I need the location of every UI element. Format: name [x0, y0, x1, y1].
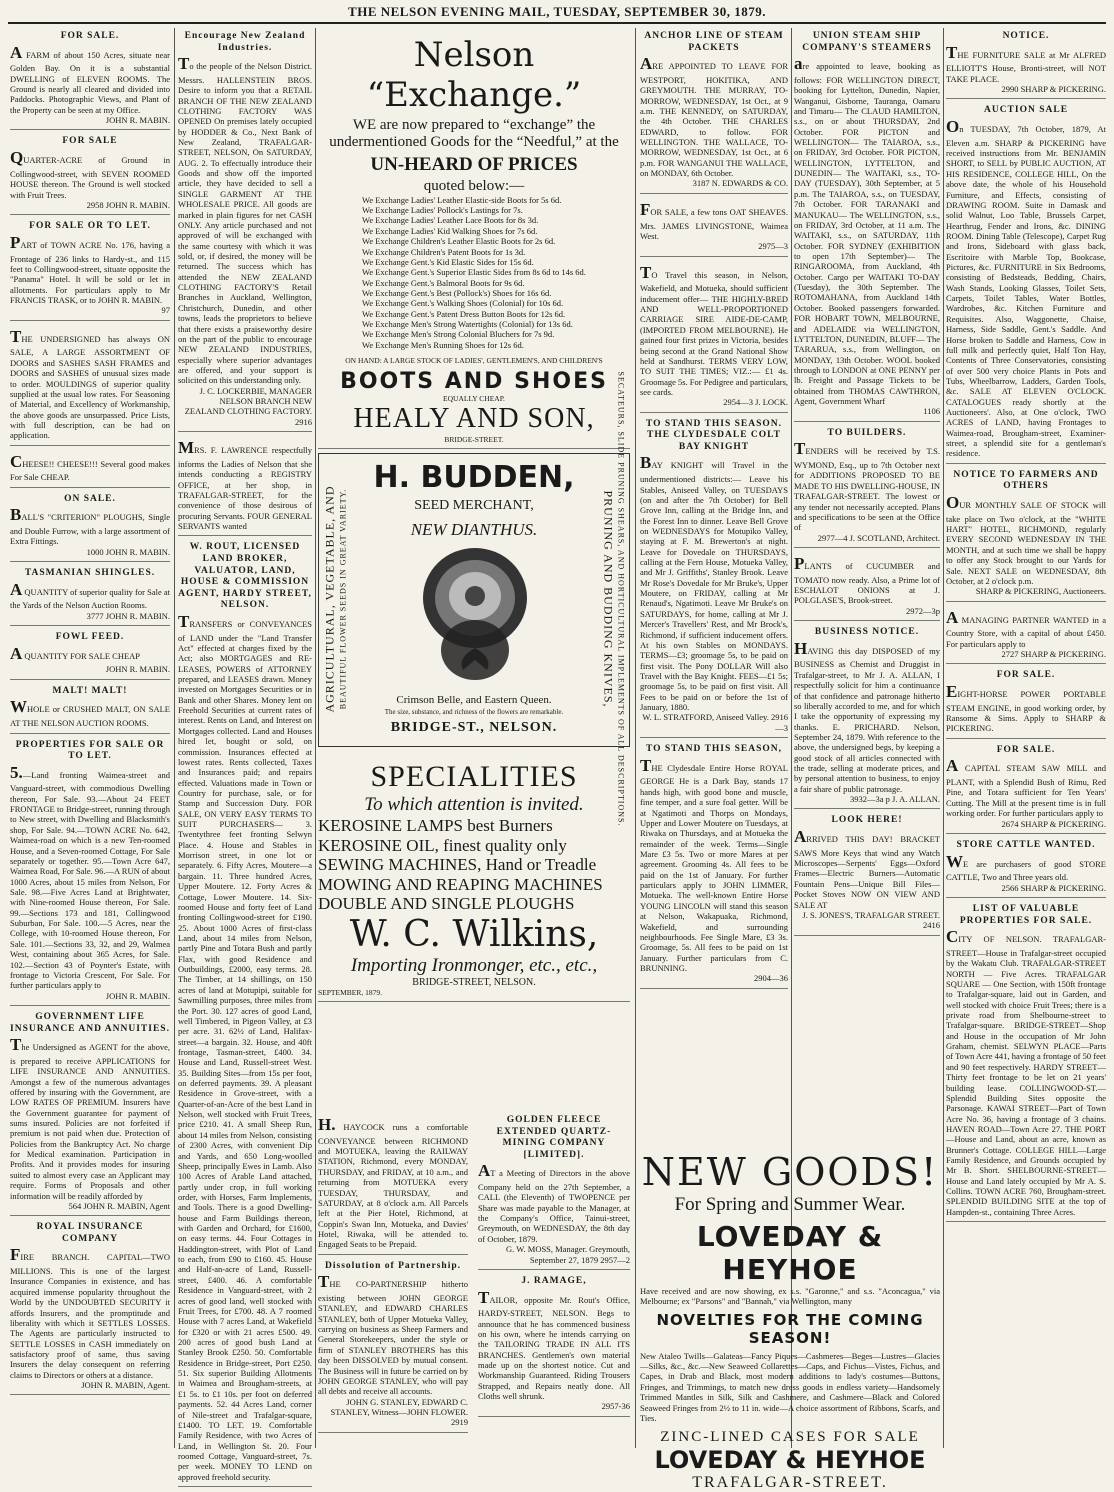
- classified-ad: [10, 491, 170, 562]
- classified-ad: [946, 467, 1106, 602]
- ad-heading: NOTICE TO FARMERS AND OTHERS: [953, 469, 1099, 492]
- column-4: [640, 28, 788, 1144]
- classified-ad: [946, 605, 1106, 665]
- ad-body: To the people of the Nelson District. Messrs. HALLENSTEIN BROS. Desire to inform you that a RETAIL BRANCH OF THE NEW ZEALAND CLOTHING FACTORY WAS OPENED On premises lately occupied by HODDER & Co., Next Bank of New Zealand, TRAFALGAR-STREET, NELSON, On SATURDAY, AUG. 2. To effectually introduce their Goods and show off the imported article, they have decided to sell a SINGLE GARMENT AT THE WHOLESALE PRICE. All goods are marked in plain figures for net CASH ONLY. Any article purchased and not approved of will be exchanged with the same courtesy with which it was sold, or, if desired, the money will be returned. The success which has attended the NEW ZEALAND CLOTHING FACTORY'S Retail Branches in Auckland, Wellington, Christchurch, Dunedin, and other towns, leads the proprietors to believe that there exists a praiseworthy desire on the part of the public to encourage NEW ZEALAND INDUSTRIES, especially where superior advantages are offered, and your support is solicited on this understanding only.: [178, 54, 312, 386]
- wilkins-line: DOUBLE AND SINGLE PLOUGHS: [318, 894, 575, 914]
- classified-ad: [794, 28, 940, 422]
- new-goods-received: Have received and are now showing, ex s.s. "Garonne," and s.s. "Aconcagua," via Melbourne; ex "Parsons" and "Bannah," via Wellington, many: [640, 1286, 940, 1307]
- exchange-item: We Exchange Gent.'s Best (Pollock's) Shoes for 16s 6d.: [362, 287, 552, 298]
- top-rule: [8, 22, 1106, 24]
- exchange-title: Nelson “Exchange.”: [366, 35, 582, 115]
- new-goods-firm-2: LOVEDAY & HEYHOE: [654, 1446, 926, 1475]
- ad-body: CITY OF NELSON. TRAFALGAR-STREET—House in Trafalgar-street occupied by the Wakatu Club. TRAFALGAR-STREET NORTH — Five Acres. TRAFALGAR SQUARE — One Section, with 150ft frontage to Trafalgar-square, laid out in Garden, and well stocked with choice Fruit Trees; there is a private road from Shelbourne-street to Trafalgar-square. BRIDGE-STREET—Shop and House in the occupation of Mr John Graham, chemist. SELWYN PLACE—Parts of Town Acre 441, having a frontage of 50 feet and 90 feet respectively. HARDY STREET—Thirty feet frontage to be let on 21 years' building lease. COLLINGWOOD-ST.—Splendid Building Sites opposite the Parsonage. KAWAI STREET—Part of Town Acre No. 36, having a frontage of 3 chains. HAVEN ROAD—Town Acre 27. THE PORT—House and Land, about an acre, known as Brunner's Cottage. COLLEGE HILL—Large Family Residence, and Grounds occupied by Mr B. Short. SHELBOURNE-STREET—House and Land lately occupied by Mr A. S. Collins. TOWN ACRE 760, Brougham-street. SPLENDID BUILDING SITE at the top of Hampden-st., containing Three Acres.: [946, 927, 1106, 1217]
- ad-signature: 2958 JOHN R. MABIN.: [86, 199, 170, 210]
- ad-body: FOR SALE, a few tons OAT SHEAVES. Mrs. JAMES LIVINGSTONE, Waimea West.: [640, 199, 788, 241]
- exchange-item: We Exchange Children's Patent Boots for 1s 3d.: [362, 246, 526, 257]
- wilkins-line: MOWING AND REAPING MACHINES: [318, 874, 603, 894]
- classified-ad: [478, 1112, 630, 1270]
- classified-ad: [10, 449, 170, 488]
- ad-heading: GOVERNMENT LIFE INSURANCE AND ANNUITIES.: [10, 1011, 170, 1034]
- exchange-item: We Exchange Men's Running Shoes for 12s 6d.: [362, 339, 524, 350]
- budden-right-2: SECATEURS, SLIDE PRUNING SHEARS, AND HORTICULTURAL IMPLEMENTS OF ALL DESCRIPTIONS.: [616, 371, 626, 827]
- classified-ad: [640, 741, 788, 989]
- budden-right-band: [599, 371, 627, 827]
- ad-body: THE UNDERSIGNED has always ON SALE, A LARGE ASSORTMENT OF DOORS and SASHES SASH FRAMES and DOORS and SASHES of unusual sizes made to order. MOULDINGS of superior quality supplied at the usual low rates. For Seasoning of Material, and Excellency of Workmanship, the above goods are unsurpassed. Price Lists, with full description, can be had on application.: [10, 326, 170, 441]
- column-rule: [315, 28, 316, 1448]
- exchange-item: We Exchange Ladies' Leather Lace Boots for 8s 3d.: [362, 215, 539, 226]
- exchange-item: We Exchange Children's Leather Elastic Boots for 2s 6d.: [362, 236, 556, 247]
- ad-body: OUR MONTHLY SALE OF STOCK will take place on Two o'clock, at the "WHITE HART" HOTEL, RICHMOND, regularly EVERY SECOND WEDNESDAY IN THE MONTH, and at such time we shall be happy to offer any Stock brought to our Yards for Sale. NEXT SALE on WEDNESDAY, 8th October, at 2 o'clock p.m.: [946, 493, 1106, 586]
- classified-ad: [946, 742, 1106, 834]
- new-goods-title: NEW GOODS!: [641, 1150, 939, 1194]
- ad-body: THE FURNITURE SALE at Mr ALFRED ELLIOTT'S House, Bronti-street, will NOT TAKE PLACE.: [946, 42, 1106, 84]
- exchange-list: [318, 195, 630, 350]
- column-rule: [635, 28, 636, 1448]
- ad-body: The Undersigned as AGENT for the above, is prepared to receive APPLICATIONS for LIFE INSURANCE AND ANNUITIES. Amongst a few of the numerous advantages offered by insuring with the Government, are LOW RATES OF PREMIUM. Insurers have the Government guarantee for payment of sums insured. Policies are not forfeited if premium is not paid when due. Protection of Policies from the Bankruptcy Act. No charge for Medical examination. Participation in Profits. And it provides modes for insuring suited to almost every case an Applicant may require. Forms of Proposals and other information will be readily afforded by: [10, 1035, 170, 1201]
- center-ads: [318, 28, 630, 1005]
- classified-ad: [318, 1258, 468, 1433]
- exchange-healy-address: BRIDGE-STREET.: [444, 435, 504, 445]
- ad-heading: TO BUILDERS.: [827, 427, 907, 438]
- ad-body: PART of TOWN ACRE No. 176, having a Frontage of 236 links to Hardy-st., and 115 feet to Collingwood-street, situate opposite the "Panama" Hotel. It will be sold or let in allotments. For particulars apply to Mr FRANCIS TRASK, or to JOHN R. MABIN.: [10, 232, 170, 305]
- ad-signature: JOHN G. STANLEY, EDWARD C. STANLEY, Witness—JOHN FLOWER. 2919: [330, 1396, 468, 1428]
- budden-subtitle: SEED MERCHANT,: [414, 498, 534, 514]
- wilkins-line: KEROSINE OIL, finest quality only: [318, 835, 567, 855]
- ad-heading: LOOK HERE!: [831, 815, 903, 826]
- ad-body: H. HAYCOCK runs a comfortable CONVEYANCE between RICHMOND and MOTUEKA, leaving the RAILWAY STATION, Richmond, every MONDAY, THURSDAY, and FRIDAY, at 10 a.m., and returning from MOTUEKA every TUESDAY, THURSDAY, and SATURDAY, at 8 o'clock a.m. All Parcels left at the Pier Hotel, Richmond, at Coppin's Swan Inn, Motueka, and Davies' Hotel, Riwaka, will be attended to. Engaged Seats to be Prepaid.: [318, 1115, 468, 1250]
- exchange-prices: UN-HEARD OF PRICES: [370, 153, 578, 175]
- ad-signature: 3187 N. EDWARDS & CO.: [692, 178, 788, 189]
- ad-body: TO Travel this season, in Nelson, Wakefield, and Motueka, should sufficient inducement offer— THE HIGHLY-BRED AND WELL-PROPORTIONED CARRIAGE SIRE AIDE-DE-CAMP, (IMPORTED FROM MELBOURNE). He gained four first prizes in Victoria, besides being second at the Grand National Show held at Sandhurst. TERMS VERY LOW, TO SUIT THE TIMES; VIZ.:— £1 4s. Groomage 5s. For Pedigree and particulars, see cards.: [640, 262, 788, 397]
- ad-signature: JOHN R. MABIN.: [105, 990, 170, 1001]
- budden-right-1: PRUNING AND BUDDING KNIVES,: [601, 490, 616, 708]
- budden-left-band: [321, 456, 349, 742]
- ad-signature: 2904—36: [754, 973, 788, 984]
- ad-body: TRANSFERS or CONVEYANCES of LAND under the "Land Transfer Act" effected at charges fixed by the Act; also MORTGAGES and RE-LEASES, POWERS of ATTORNEY prepared, and LEASES drawn. Money invested on Mortgages Securities or in Bank and other Shares. Money lent on Freehold Securities at current rates of interest. Rents on Land, and Interest on Mortgages collected. Land and Houses hired let, bought or sold, on commission. Insurances effected at lowest rates. Rents collected, Taxes and Insurances paid; and repairs effected. Valuations made in Town or Country for purchase, sale, or for Stamp and Succession Duty. FOR SALE, ON VERY EASY TERMS TO SUIT PURCHASERS— 3. Twentythree feet fronting Selwyn Place. 4. House and Stables in Morrison street, in one lot or separately. 6. Fifty Acres, Moutere—a bargain. 11. Three hundred Acres, Upper Moutere. 12. Forty Acres & Cottage, Lower Moutere. 14. Six-roomed House and forty feet of Land fronting Collingwood-street for £190. 25. About 1000 Acres of first-class Land, about 14 miles from Nelson, partly Pine and Totara Bush and partly Flax, with good Residence and Outbuildings, £2000, easy terms. 28. The Timber, at 14 shillings, on 150 acres of land at Motupipi, suitable for Sawmilling purposes, three miles from the Port. 30. 127 acres of good Land, well Timbered, in Pigeon Valley, at £3 per acre. 31. 62½ of Land, Halifax-street—a bargain. 32. House, and 40ft frontage, Tasman-street, £400. 34. House and Land, Russell-street West. 35. Building Sites—from 15s per foot, on deferred payments. 39. A pleasant Residence in Grove-street, with a Quarter-of-an-Acre of the best Land in Nelson, well stocked with Fruit Trees, price £210. 41. A small Sheep Run, about 14 miles from Nelson, consisting of 2300 Acres, with convenient Dip and Yards, and 650 Long-woolled Sheep, principally Ewes in Lamb. Also 100 Acres of Arable Land attached, partly under crop, in full working order, with Horses, Farm Implements, and Tools. There is a good Dwelling-house and Farm Buildings thereon, with Garden and Orchard, for £1600, on easy terms. 44. Four Cottages in Haddington-street, with Plot of Land to each, from £90 to £160. 45. House and Half-an-acre of Land, Russell-street, £400. 46. A comfortable Residence in Vanguard-street, with 2 acres of good land, well stocked with Fruit Trees, for £700. 48. A 7 roomed House with 7 acres Land, at Wakefield for £320 or with 21 acres £500. 49. 200 acres of good bush Land at Stanley Brook £250. 50. Comfortable Residence in Bridge-street, Port £250. 51. Six superior Building Allotments in Waimea and Brougham-streets, at £1 5s. to £1 10s. per foot on deferred payments. 52. 44 Acres Land, corner of Nile-street and Trafalgar-square, £1400. TO LET. 19. Comfortable Family Residence, with two Acres of Land, in Wellington St. 20. Four roomed Cottage, Vanguard-street, 7s. per week. MONEY TO LEND on approved freehold security.: [178, 611, 312, 1482]
- column-2: [178, 28, 312, 1482]
- budden-left-2: BEAUTIFUL FLOWER SEEDS IN GREAT VARIETY.: [338, 488, 348, 710]
- ad-heading: MALT! MALT!: [52, 685, 128, 696]
- exchange-item: We Exchange Ladies' Pollock's Lastings for 7s.: [362, 205, 523, 216]
- ad-body: QUARTER-ACRE of Ground in Collingwood-street, with SEVEN ROOMED HOUSE thereon. The Ground is well stocked with Fruit Trees.: [10, 148, 170, 200]
- classified-ad: [318, 1112, 468, 1255]
- ad-signature: 2566 SHARP & PICKERING.: [1001, 882, 1106, 893]
- ad-heading: NOTICE.: [1002, 31, 1050, 41]
- wilkins-address: BRIDGE-STREET, NELSON.: [412, 976, 536, 988]
- budden-name: H. BUDDEN,: [373, 460, 575, 496]
- classified-ad: [946, 28, 1106, 99]
- classified-ad: [178, 539, 312, 1487]
- wilkins-trade: Importing Ironmonger, etc., etc.,: [350, 954, 598, 976]
- ad-body: MRS. F. LAWRENCE respectfully informs the Ladies of Nelson that she intends conducting a REGISTRY OFFICE, at her shop, in TRAFALGAR-STREET, for the convenience of those desirous of procuring Servants. FOUR GENERAL SERVANTS wanted: [178, 438, 312, 531]
- ad-signature: 1106: [923, 406, 940, 417]
- classified-ad: [640, 197, 788, 257]
- ad-heading: TO STAND THIS SEASON,: [645, 744, 783, 755]
- ad-body: A FARM of about 150 Acres, situate near Golden Bay. On it is a substantial DWELLING of ELEVEN ROOMS. The Ground is nearly all cleared and divided into Paddocks. Photographic Views, and Plant of the Property can be seen at my Office.: [10, 42, 170, 115]
- exchange-boots: BOOTS AND SHOES: [340, 369, 608, 395]
- exchange-item: We Exchange Men's Strong Watertights (Colonial) for 13s 6d.: [362, 319, 573, 330]
- exchange-item: We Exchange Gent.'s Patent Dress Button Boots for 12s 6d.: [362, 308, 566, 319]
- classified-ad: [946, 837, 1106, 898]
- exchange-healy: HEALY AND SON,: [353, 403, 595, 435]
- column-5: [794, 28, 940, 1144]
- ad-signature: 564 JOHN R. MABIN, Agent: [68, 1200, 170, 1211]
- ad-body: A QUANTITY of superior quality for Sale at the Yards of the Nelson Auction Rooms.: [10, 579, 170, 611]
- ad-signature: 3932—3a p J. A. ALLAN.: [850, 794, 940, 805]
- classified-ad: [10, 737, 170, 1006]
- ad-body: WE are purchasers of good STORE CATTLE, Two and Three years old.: [946, 851, 1106, 883]
- classified-ad: [10, 1009, 170, 1216]
- ad-heading: Dissolution of Partnership.: [325, 1260, 461, 1271]
- ad-heading: AUCTION SALE: [983, 105, 1069, 116]
- ad-heading: LIST OF VALUABLE PROPERTIES FOR SALE.: [959, 903, 1093, 926]
- ad-body: A CAPITAL STEAM SAW MILL and PLANT, with a Splendid Bush of Rimu, Red Pine, and Totara sufficient for Ten Years' Cutting. The Mill at the present time is in full working order. For further particulars apply to: [946, 756, 1106, 819]
- ad-body: TENDERS will be received by T.S. WYMOND, Esq., up to 7th October next for ADDITIONS PROPOSED TO BE MADE TO HIS DWELLING-HOUSE, IN TRAFALGAR-STREET. The lowest or any tender not necessarily accepted. Plans and specifications to be seen at the Office of: [794, 439, 940, 533]
- ad-signature: 2674 SHARP & PICKERING.: [1001, 818, 1106, 829]
- wilkins-date: SEPTEMBER, 1879.: [318, 987, 382, 997]
- ad-heading: ROYAL INSURANCE COMPANY: [36, 1222, 144, 1244]
- budden-caption: Crimson Belle, and Eastern Queen.: [396, 694, 552, 707]
- new-goods-ad: [640, 1150, 940, 1492]
- masthead: THE NELSON EVENING MAIL, TUESDAY, SEPTEMBER 30, 1879.: [348, 4, 766, 19]
- ad-signature: 1000 JOHN R. MABIN.: [86, 546, 170, 557]
- ad-signature: 3777 JOHN R. MABIN.: [86, 610, 170, 621]
- ad-heading: FOR SALE.: [996, 670, 1056, 681]
- budden-street: BRIDGE-ST., NELSON.: [390, 720, 558, 736]
- ad-heading: J. RAMAGE,: [521, 1275, 587, 1286]
- ad-signature: SHARP & PICKERING, Auctioneers.: [975, 586, 1106, 597]
- classified-ad: [178, 28, 312, 432]
- classified-ad: [640, 416, 788, 738]
- new-goods-firm: LOVEDAY & HEYHOE: [696, 1220, 884, 1286]
- ad-signature: 2957-36: [601, 1401, 630, 1412]
- ad-signature: 2972—3p: [906, 605, 940, 616]
- column-rule: [174, 28, 175, 1448]
- classified-ad: [10, 28, 170, 130]
- classified-ad: [946, 102, 1106, 463]
- exchange-item: We Exchange Ladies' Kid Walking Shoes for 7s 6d.: [362, 225, 538, 236]
- carnation-flower-icon: [417, 540, 533, 690]
- ad-signature: J. C. LOCKERBIE, MANAGER NELSON BRANCH NEW ZEALAND CLOTHING FACTORY. 2916: [184, 385, 312, 427]
- new-goods-novelties: NOVELTIES FOR THE COMING SEASON!: [656, 1310, 924, 1347]
- ad-signature: 2727 SHARP & PICKERING.: [1001, 649, 1106, 660]
- ad-body: CHEESE!! CHEESE!!! Several good makes For Sale CHEAP.: [10, 451, 170, 483]
- ad-heading: FOR SALE: [62, 136, 118, 147]
- wilkins-line: KEROSINE LAMPS best Burners: [318, 816, 553, 836]
- classified-ad: [10, 629, 170, 680]
- ad-heading: STORE CATTLE WANTED.: [956, 839, 1096, 850]
- wilkins-ad: [318, 751, 630, 1002]
- ad-body: BALL'S "CRITERION" PLOUGHS, Single and Double Furrow, with a large assortment of Extra Fittings.: [10, 505, 170, 547]
- new-goods-street: TRAFALGAR-STREET.: [692, 1474, 888, 1492]
- ad-body: EIGHT-HORSE POWER PORTABLE STEAM ENGINE, in good working order, by Ransome & Sims. Apply to SHARP & PICKERING.: [946, 682, 1106, 734]
- ad-body: FIRE BRANCH. CAPITAL—TWO MILLIONS. This is one of the largest Insurance Companies in existence, and has acquired immense popularity throughout the World by the UNDOUBTED SECURITY it affords Insurers, and the promptitude and liberality with which it SETTLES LOSSES. The Agents are particularly instructed to SETTLE LOSSES in CASH immediately on satisfactory proof of same, thus saving Insurers the delay consequent on referring claims to Directors or others at a distance.: [10, 1245, 170, 1380]
- ad-heading: BUSINESS NOTICE.: [814, 627, 920, 638]
- ad-body: WHOLE or CRUSHED MALT, ON SALE AT THE NELSON AUCTION ROOMS.: [10, 697, 170, 729]
- ad-signature: J. S. JONES'S, TRAFALGAR STREET. 2416: [802, 909, 940, 931]
- nelson-exchange-ad: [318, 28, 630, 449]
- exchange-item: We Exchange Gent.'s Walking Shoes (Colonial) for 10s 6d.: [362, 298, 564, 309]
- classified-ad: [794, 551, 940, 621]
- ad-heading: ANCHOR LINE OF STEAM PACKETS: [644, 31, 784, 53]
- classified-ad: [10, 1219, 170, 1395]
- ad-body: HAVING this day DISPOSED of my BUSINESS as Chemist and Druggist in Trafalgar-street, to Mr J. A. ALLAN, I respectfully solicit for him a continuance of that confidence and patronage hitherto so liberally accorded to me, and for which I take the opportunity of expressing my thanks. E. PRICHARD. Nelson, September 24, 1879. With reference to the above, the undersigned begs, by keeping a good stock of all articles connected with the trade, selling at moderate prices, and by personal attention to business, to enjoy a fair share of public patronage.: [794, 638, 940, 794]
- wilkins-specialities: SPECIALITIES: [370, 760, 578, 794]
- ad-heading: PROPERTIES FOR SALE OR TO LET.: [15, 739, 165, 762]
- exchange-item: We Exchange Gent.'s Balmoral Boots for 9s 6d.: [362, 277, 525, 288]
- budden-caption-note: The size, substance, and richness of the flowers are remarkable.: [384, 708, 564, 717]
- new-goods-subtitle: For Spring and Summer Wear.: [674, 1194, 906, 1215]
- budden-left-1: AGRICULTURAL, VEGETABLE, AND: [322, 485, 337, 713]
- ad-body: PLANTS of CUCUMBER and TOMATO now ready. Also, a Prime lot of ESCHALOT ONIONS at J. POLGLASE'S, Brook-street.: [794, 553, 940, 606]
- ad-signature: 2990 SHARP & PICKERING.: [1001, 84, 1106, 95]
- ad-signature: 2975—3: [758, 241, 788, 252]
- ad-signature: 2954—3 J. LOCK.: [723, 397, 788, 408]
- ad-signature: 97: [161, 305, 170, 316]
- wilkins-name: W. C. Wilkins,: [349, 913, 599, 955]
- ad-body: are appointed to leave, booking as follows: FOR WELLINGTON DIRECT, booking for Lyttelton, Dunedin, Napier, Wanganui, Gisborne, Tauranga, Oamaru and Timaru— The CLAUD HAMILTON, s.s., on or about THURSDAY, 2nd October. FOR PICTON and WELLINGTON— The TAIAROA, s.s., on FRIDAY, 3rd October. FOR PICTON, WELLINGTON, LYTTELTON, and DUNEDIN— The WAITAKI, s.s., TO-DAY (TUESDAY), 30th September, at 5 p.m. The TAIAROA, s.s., on TUESDAY, 7th October. FOR TARANAKI and MANUKAU— The WELLINGTON, s.s., on FRIDAY, 3rd October, at 11 a.m. The WAITAKI, s.s., on SATURDAY, 11th October. FOR SYDNEY (EXHIBITION to open 17th September)— The RINGAROOMA, from Auckland, 4th October. Cargo per WAITAKI TO-DAY (Tuesday), the 30th September. The ROTOMAHANA, from Auckland 14th October. Booked passengers forwarded. FOR HOBART TOWN, MELBOURNE, and ADELAIDE via WELLINGTON, LYTTELTON, DUNEDIN, BLUFF— The TARARUA, s.s., from Wellington, on MONDAY, 13th October. WOOL booked through to LONDON at ONE PENNY per lb. Freight and Passage Tickets to be obtained from THOMAS CAWTHRON, Agent, Government Wharf: [794, 54, 940, 407]
- exchange-item: We Exchange Men's Strong Colonial Bluchers for 7s 9d.: [362, 329, 555, 340]
- ad-heading: UNION STEAM SHIP COMPANY'S STEAMERS: [802, 31, 932, 53]
- classified-ad: [794, 812, 940, 935]
- classified-ad: [10, 218, 170, 320]
- classified-ad: [10, 683, 170, 734]
- ad-body: BAY KNIGHT will Travel in the undermentioned districts:— Leave his Stables, Aniseed Valley, on TUESDAYS (on and after the 7th October) for Bell Grove Inn, calling at the Bridge Inn, and the Forest Inn to dinner. Leave Bell Grove on WEDNESDAYS for Motupiko Valley, staying at F. M. Brewerton's at night. Leave for Dovedale on THURSDAYS, calling at the Fern House, Motueka Valley, and Mr J. Griffiths', Stanley Brook. Leave Mr Rose's Dovedale for Mr Bruke's, Upper Moutere, on FRIDAY, calling at Mr Renaud's, Ngatimoti. Leave Mr Bruke's on SATURDAYS, for home, calling at Mr J. Mercer's Travellers' Rest, and Mr Brock's, Richmond, if sufficient inducement offers. At his own Stables on MONDAYS. TERMS—£3; groomage 5s, to be paid on first visit. The Pony DOLLAR Will also Travel with the Bay Knight. FEES—£1 5s; groomage 5s, to be paid on first visit. All Fees to be paid on or before the 1st of January, 1880.: [640, 453, 788, 713]
- exchange-item: We Exchange Gent.'s Superior Elastic Sides from 8s 6d to 14s 6d.: [362, 267, 586, 278]
- ad-heading: GOLDEN FLEECE EXTENDED QUARTZ-MINING COMPANY [LIMITED].: [496, 1115, 612, 1160]
- ad-body: On TUESDAY, 7th October, 1879, At Eleven a.m. SHARP & PICKERING have received instructions from Mr. BENJAMIN SHORT, to SELL by PUBLIC AUCTION, AT HIS RESIDENCE, COLLEGE HILL, On the above date, the whole of his Household Furniture, and Effects, consisting of DRAWING ROOM. Suite in Damask and solid Walnut, Loo Table, Brussels Carpet, Hearthrug, Fender and Irons, &c. DINING ROOM. Dining Table (Telescope), Carpet Rug and Irons, Sideboard with glass back, Escritoire with Marble Top, Bookcase, Pictures, &c. FURNITURE in Six Bedrooms, consisting of Bedsteads, Bedding, Chairs, Wash Stands, Looking Glasses, Toilet Sets, Carpets, Toilet Tables, Water Bottles, Wardrobes, &c. Kitchen Furniture and Requisites. Also, Waggonette, Chaise, Harness, Side Saddle, Gent.'s Saddle. And Horse broken to Saddle and Harness, Cow in full milk and perfectly quiet, Half Ton Hay, Contents of Three Conservatories, consisting of over 500 very choice Plants in Pots and Tubs, Wheelbarrow, Ladders, Garden Tools, &c. SALE AT ELEVEN O'CLOCK. CATALOGUES ready shortly at the Auctioneers'. Also, at One o'clock, TWO ACRES of LAND, having Frontages to Waimea-road, Brougham-street, Examiner-street, a splendid site for a gentleman's residence.: [946, 116, 1106, 459]
- ad-heading: FOWL FEED.: [55, 632, 125, 643]
- ad-heading: FOR SALE.: [60, 31, 120, 41]
- ad-body: TAILOR, opposite Mr. Rout's Office, HARDY-STREET, NELSON. Begs to announce that he has commenced business on his own, where he intends carrying on the TAILORING TRADE IN ALL ITS BRANCHES. Gentlemen's own material made up on the shortest notice. Cut and Workmanship Guaranteed. Riding Trousers Strapped, and Repairs neatly done. All Cloths well shrunk.: [478, 1287, 630, 1402]
- exchange-quoted: quoted below:—: [423, 177, 525, 194]
- classified-ad: [794, 624, 940, 809]
- new-goods-body: New Ataleo Twills—Galateas—Fancy Piques—Cashmeres—Beges—Lustres—Glacies—Silks, &c., &c.—New Seaweed Collarettes—Caps, and Fichus—Vistes, Fichus, and Capes, in Drab and Black, most modern additions to lady's costumes—Buttons, Fringes, and Trimmings, to match new dress goods in endless variety—Handsomely Trimmed Mantles in Silk, Silk and Cashmere, and Cashmere—Black and Colored Seaweed Fringes from 2½ to 11 in. wide—A choice assortment of Ribbons, Scarfs, and Ties.: [640, 1350, 940, 1423]
- exchange-item: We Exchange Ladies' Leather Elastic-side Boots for 5s 6d.: [362, 194, 562, 205]
- ad-signature: JOHN R. MABIN, Agent.: [81, 1380, 170, 1391]
- ad-signature: W. L. STRATFORD, Aniseed Valley. 2916—3: [642, 712, 788, 733]
- budden-dianthus: NEW DIANTHUS.: [410, 520, 538, 540]
- ad-body: 5.—Land fronting Waimea-street and Vanguard-street, with commodious Dwelling thereon, For Sale. 93.—About 24 FEET FRONTAGE to Bridge-street, running through to New street, with Dwelling and Blacksmith's shop, For Sale. 94.—TOWN ACRE No. 642, Waimea-road on which is a new Ten-roomed House, and a Seven-roomed Cottage, For Sale separately or together. 95.—Town Acre 647, Waimea Road, For Sale. 96.—A RUN of about 1000 Acres, about 15 miles from Nelson, For Sale. 98.—Five Acres Land at Brightwater, with Nine-roomed House thereon, For Sale. 99.—Sections 173 and 181, Collingwood Suburban, For Sale. 100.—5 Acres, near the College, with 10-roomed House thereon, For Sale. 101.—Sections 33, 32, and 29, Walmea West, containing about 365 Acres, for Sale. 102.—Section 43 of Poynter's Estate, with frontage to Victoria Crescent, For Sale. For further particulars apply to: [10, 762, 170, 991]
- column-1: [10, 28, 170, 1448]
- wilkins-line: SEWING MACHINES, Hand or Treadle: [318, 855, 597, 875]
- classified-ad: [794, 425, 940, 548]
- classified-ad: [640, 28, 788, 194]
- column-3a: [318, 1112, 468, 1442]
- classified-ad: [10, 324, 170, 446]
- ad-heading: FOR SALE OR TO LET.: [29, 221, 151, 232]
- ad-heading: TO STAND THIS SEASON. THE CLYDESDALE COLT BAY KNIGHT: [645, 418, 783, 452]
- ad-heading: ON SALE.: [64, 493, 116, 504]
- ad-body: ARE APPOINTED TO LEAVE FOR WESTPORT, HOKITIKA, AND GREYMOUTH. THE MURRAY, TO-MORROW, WEDNESDAY, 1st Oct., at 9 a.m. THE KENNEDY, on SATURDAY, the 4th October. THE CHARLES EDWARD, to follow. FOR WELLINGTON. THE WALLACE, TO-MORROW, WEDNESDAY, 1st Oct., at 6 p.m. FOR WANGANUI THE WALLACE, on MONDAY, 6th October.: [640, 54, 788, 179]
- ad-body: AT a Meeting of Directors in the above Company held on the 27th September, a CALL (the Eleventh) of TWOPENCE per Share was made payable to the Manager, at the Company's Office, Tainui-street, Greymouth, on WEDNESDAY, the 8th day of October, 1879.: [478, 1161, 630, 1244]
- column-rule: [943, 28, 944, 1448]
- ad-body: ARRIVED THIS DAY! BRACKET SAWS More Keys that wind any Watch Microscopes—Serpents' Eggs—Oxford Frames—Electric Burners—Automatic Fountain Pens—Unique Bill Files—Pocket Stoves NOW ON VIEW AND SALE AT: [794, 827, 940, 910]
- exchange-item: We Exchange Gent.'s Kid Elastic Sides for 15s 6d.: [362, 256, 534, 267]
- classified-ad: [10, 133, 170, 215]
- classified-ad: [640, 260, 788, 413]
- wilkins-subtitle: To which attention is invited.: [364, 794, 584, 816]
- classified-ad: [946, 901, 1106, 1222]
- exchange-intro: WE are now prepared to “exchange” the undermentioned Goods for the “Needful,” at the: [329, 117, 619, 151]
- ad-signature: 2977—4 J. SCOTLAND, Architect.: [817, 532, 940, 543]
- classified-ad: [478, 1273, 630, 1417]
- column-6: [946, 28, 1106, 1448]
- column-3b: [478, 1112, 630, 1442]
- classified-ad: [946, 667, 1106, 738]
- classified-ad: [178, 435, 312, 536]
- wilkins-lines: [318, 816, 630, 914]
- ad-body: A MANAGING PARTNER WANTED in a Country Store, with a capital of about £450. For particulars apply to: [946, 607, 1106, 649]
- new-goods-zinc: ZINC-LINED CASES FOR SALE: [660, 1429, 920, 1446]
- ad-body: THE CO-PARTNERSHIP hitherto existing between JOHN GEORGE STANLEY, and EDWARD CHARLES STANLEY, both of Upper Motueka Valley, carrying on business as Sheep Farmers and General Storekeepers, under the style or firm of STANLEY BROTHERS has this day been DISSOLVED by mutual consent. The Business will in future be carried on by JOHN GEORGE STANLEY, who will pay all debts and receive all accounts.: [318, 1272, 468, 1397]
- classified-ad: [10, 565, 170, 626]
- ad-signature: G. W. MOSS, Manager. Greymouth, September 27, 1879 2957—2: [506, 1244, 630, 1265]
- ad-body: A QUANTITY FOR SALE CHEAP: [10, 643, 141, 663]
- ad-signature: JOHN R. MABIN.: [105, 664, 170, 675]
- exchange-cheap: EQUALLY CHEAP.: [443, 394, 505, 404]
- ad-body: THE Clydesdale Entire Horse ROYAL GEORGE He is a Dark Bay, stands 17 hands high, with good bone and muscle, fine temper, and a sure foal getter. Will be at Ngatimoti and Thorps on Mondays, Upper and Lower Moutere on Tuesdays, at Riwaka on Thursdays, and at Motueka the remainder of the week. Terms—Single Mare £3 5s. Two or more Mares at per agreement. Grooming 4s. All fees to be paid on the 1st of January. For further particulars apply to JOHN LIMMER, Motueka. The well-known Entire Horse YOUNG LINCOLN will stand this season at Nelson, Wakapuaka, Richmond, Wakefield, and surrounding neighbourhoods. Fee Single Mare, £3 3s. Groomage, 5s. All fees to be paid on 1st January. Further particulars from C. BRUNNING.: [640, 755, 788, 973]
- ad-heading: Encourage New Zealand Industries.: [184, 31, 306, 53]
- ad-heading: FOR SALE.: [996, 744, 1056, 755]
- ad-signature: JOHN R. MABIN.: [105, 115, 170, 126]
- ad-heading: W. ROUT, LICENSED LAND BROKER, VALUATOR, LAND, HOUSE & COMMISSION AGENT, HARDY STREET, NELSON.: [178, 542, 312, 611]
- exchange-onhand: ON HAND: A LARGE STOCK OF LADIES', GENTLEMEN'S, AND CHILDREN'S: [345, 356, 603, 366]
- ad-heading: TASMANIAN SHINGLES.: [24, 568, 156, 579]
